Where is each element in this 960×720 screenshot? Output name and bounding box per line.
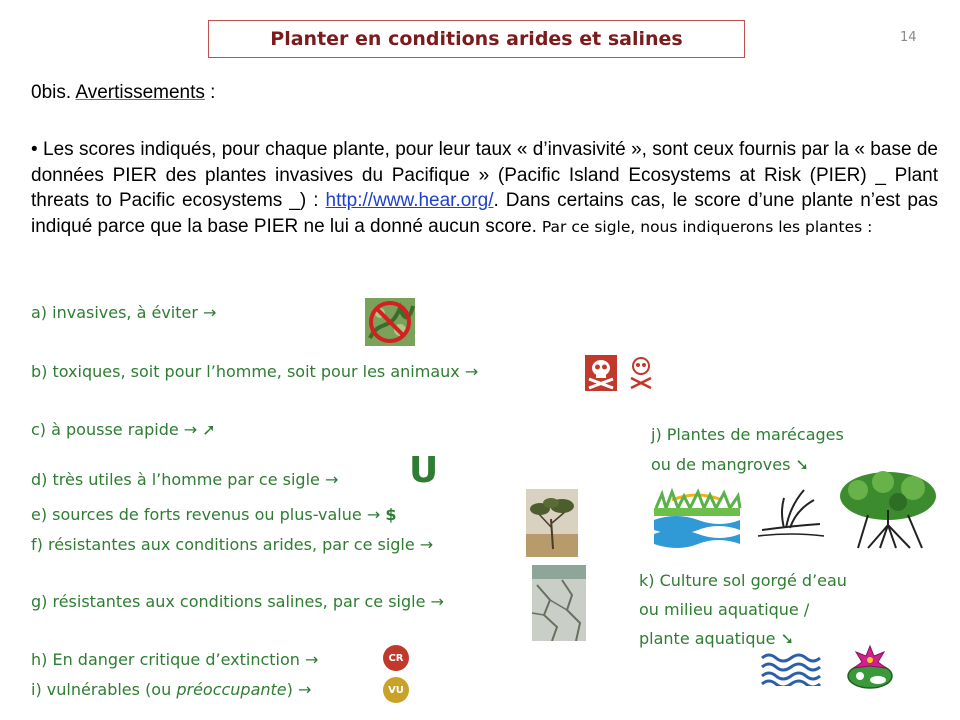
legend-aquatic-line2: ou milieu aquatique / (639, 600, 810, 619)
legend-critical: h) En danger critique d’extinction → (31, 650, 319, 669)
skull-crossbones-icon (585, 355, 617, 391)
paragraph-small-text: Par ce sigle, nous indiquerons les plantes : (536, 217, 873, 236)
warning-paragraph (31, 137, 938, 240)
page-number: 14 (900, 30, 917, 45)
warning-title: Avertissements (75, 82, 205, 103)
marsh-icon (652, 486, 742, 548)
warning-suffix: : (204, 82, 216, 103)
legend-saline: g) résistantes aux conditions salines, par ce sigle → (31, 592, 444, 611)
invasive-plant-icon (365, 298, 415, 346)
pier-link[interactable]: http://www.hear.org/ (325, 190, 494, 211)
fast-growth-label: c) à pousse rapide → (31, 420, 198, 439)
legend-arid: f) résistantes aux conditions arides, par ce sigle → (31, 535, 434, 554)
water-waves-icon (760, 652, 822, 686)
title-box (208, 20, 745, 58)
legend-fast-growth (31, 420, 216, 439)
legend-toxic: b) toxiques, soit pour l’homme, soit pour les animaux → (31, 362, 479, 381)
dollar-symbol: $ (385, 505, 397, 524)
bullet: • (31, 139, 38, 160)
arrow-up-right-icon: ➚ (202, 420, 216, 439)
vu-badge: VU (383, 677, 409, 703)
vulnerable-label-italic: préoccupante (176, 680, 287, 699)
page-title: Planter en conditions arides et salines (270, 28, 683, 50)
warning-prefix: 0bis. (31, 82, 76, 103)
legend-revenue (31, 505, 396, 524)
skull-outline-icon (628, 356, 654, 390)
mangrove-tree-icon (838, 470, 940, 550)
saline-soil-photo (532, 565, 586, 641)
arid-tree-photo (526, 489, 578, 557)
legend-aquatic-line1: k) Culture sol gorgé d’eau (639, 571, 847, 590)
warning-heading (31, 82, 215, 104)
legend-aquatic-line3: plante aquatique ➘ (639, 629, 795, 648)
useful-symbol: U (409, 450, 439, 491)
legend-mangrove-line1: j) Plantes de marécages (651, 425, 844, 444)
revenue-label: e) sources de forts revenus ou plus-value → (31, 505, 381, 524)
legend-invasive: a) invasives, à éviter → (31, 303, 217, 322)
vulnerable-label-end: ) → (286, 680, 312, 699)
cr-badge: CR (383, 645, 409, 671)
vulnerable-label-start: i) vulnérables (ou (31, 680, 177, 699)
legend-mangrove-line2: ou de mangroves ➘ (651, 455, 809, 474)
legend-vulnerable (31, 680, 311, 699)
legend-useful: d) très utiles à l’homme par ce sigle → (31, 470, 339, 489)
reed-icon (756, 486, 826, 542)
paragraph-text-2: . Dans certains cas, le score d’une plante n’est pas indiqué parce que la base PIER ne lui a donné aucun score. (31, 190, 938, 237)
paragraph-text: Les scores indiqués, pour chaque plante, pour leur taux « d’invasivité », sont ceux fournis par la « base de données PIER des plantes invasives du Pacifique » (Pacific Island Ecosystems at Risk (PIER) _ Plant threats to Pacific ecosystems _) : (31, 139, 938, 211)
water-lily-icon (846, 642, 894, 690)
